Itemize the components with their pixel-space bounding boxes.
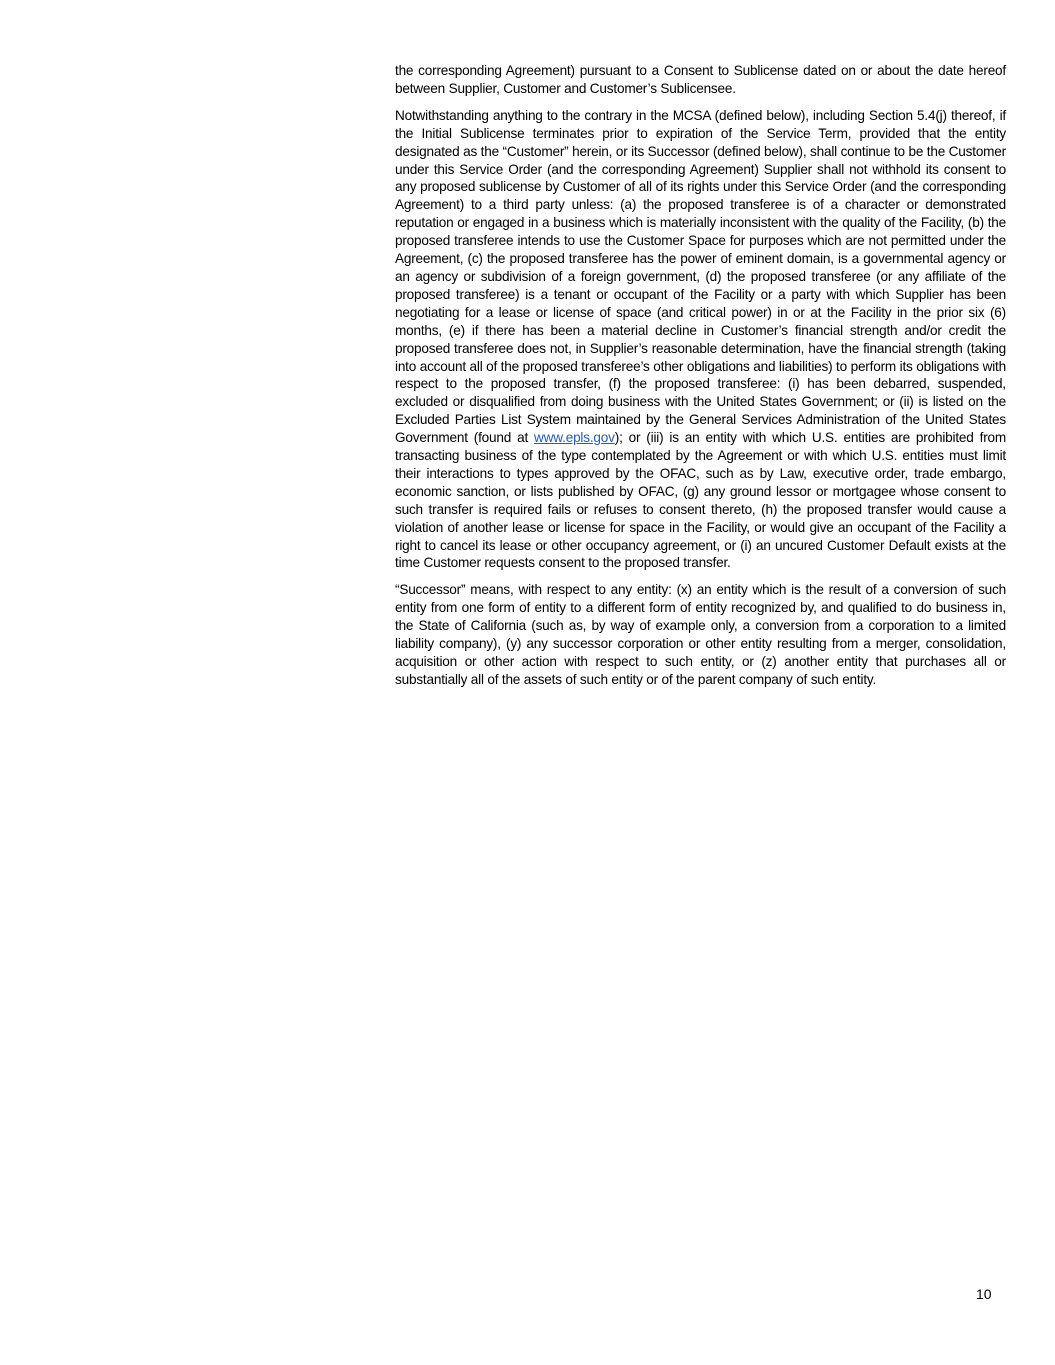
paragraph-transfer-conditions [395,107,1006,573]
document-body [395,62,1006,698]
paragraph-sublicense-consent: the corresponding Agreement) pursuant to a Consent to Sublicense dated on or about the date hereof between Supplier, Customer and Customer’s Sublicensee. [395,63,1006,96]
epls-link[interactable]: www.epls.gov [534,430,615,446]
page-number: 10 [976,1286,992,1302]
paragraph-text: ); or (iii) is an entity with which U.S. entities are prohibited from transacting business of the type contemplated by the Agreement or with which U.S. entities must limit their interactions to types approved by the OFAC, such as by Law, executive order, trade embargo, economic sanction, or lists published by OFAC, (g) any ground lessor or mortgagee whose consent to such transfer is required fails or refuses to consent thereto, (h) the proposed transfer would cause a violation of another lease or license for space in the Facility, or would give an occupant of the Facility a right to cancel its lease or other occupancy agreement, or (i) an uncured Customer Default exists at the time Customer requests consent to the proposed transfer. [395,430,1007,571]
paragraph-text: Notwithstanding anything to the contrary in the MCSA (defined below), including Section 5.4(j) thereof, if the Initial Sublicense terminates prior to expiration of the Service Term, provided that the entity designated as the “Customer” herein, or its Successor (defined below), shall continue to be the Customer under this Service Order (and the corresponding Agreement) Supplier shall not withhold its consent to any proposed sublicense by Customer of all of its rights under this Service Order (and the corresponding Agreement) to a third party unless: (a) the proposed transferee is of a character or demonstrated reputation or engaged in a business which is materially inconsistent with the quality of the Facility, (b) the proposed transferee intends to use the Customer Space for purposes which are not permitted under the Agreement, (c) the proposed transferee has the power of eminent domain, is a governmental agency or an agency or subdivision of a foreign government, (d) the proposed transferee (or any affiliate of the proposed transferee) is a tenant or occupant of the Facility or a party with which Supplier has been negotiating for a lease or license of space (and critical power) in or at the Facility in the prior six (6) months, (e) if there has been a material decline in Customer’s financial strength and/or credit the proposed transferee does not, in Supplier’s reasonable determination, have the financial strength (taking into account all of the proposed transferee’s other obligations and liabilities) to perform its obligations with respect to the proposed transfer, (f) the proposed transferee: (i) has been debarred, suspended, excluded or disqualified from doing business with the United States Government; or (ii) is listed on the Excluded Parties List System maintained by the General Services Administration of the United States Government (found at [395,107,1006,446]
paragraph-successor-definition: “Successor” means, with respect to any entity: (x) an entity which is the result of a conversion of such entity from one form of entity to a different form of entity recognized by, and qualified to do business in, the State of California (such as, by way of example only, a conversion from a corporation to a limited liability company), (y) any successor corporation or other entity resulting from a merger, consolidation, acquisition or other action with respect to such entity, or (z) another entity that purchases all or substantially all of the assets of such entity or of the parent company of such entity. [395,582,1006,687]
